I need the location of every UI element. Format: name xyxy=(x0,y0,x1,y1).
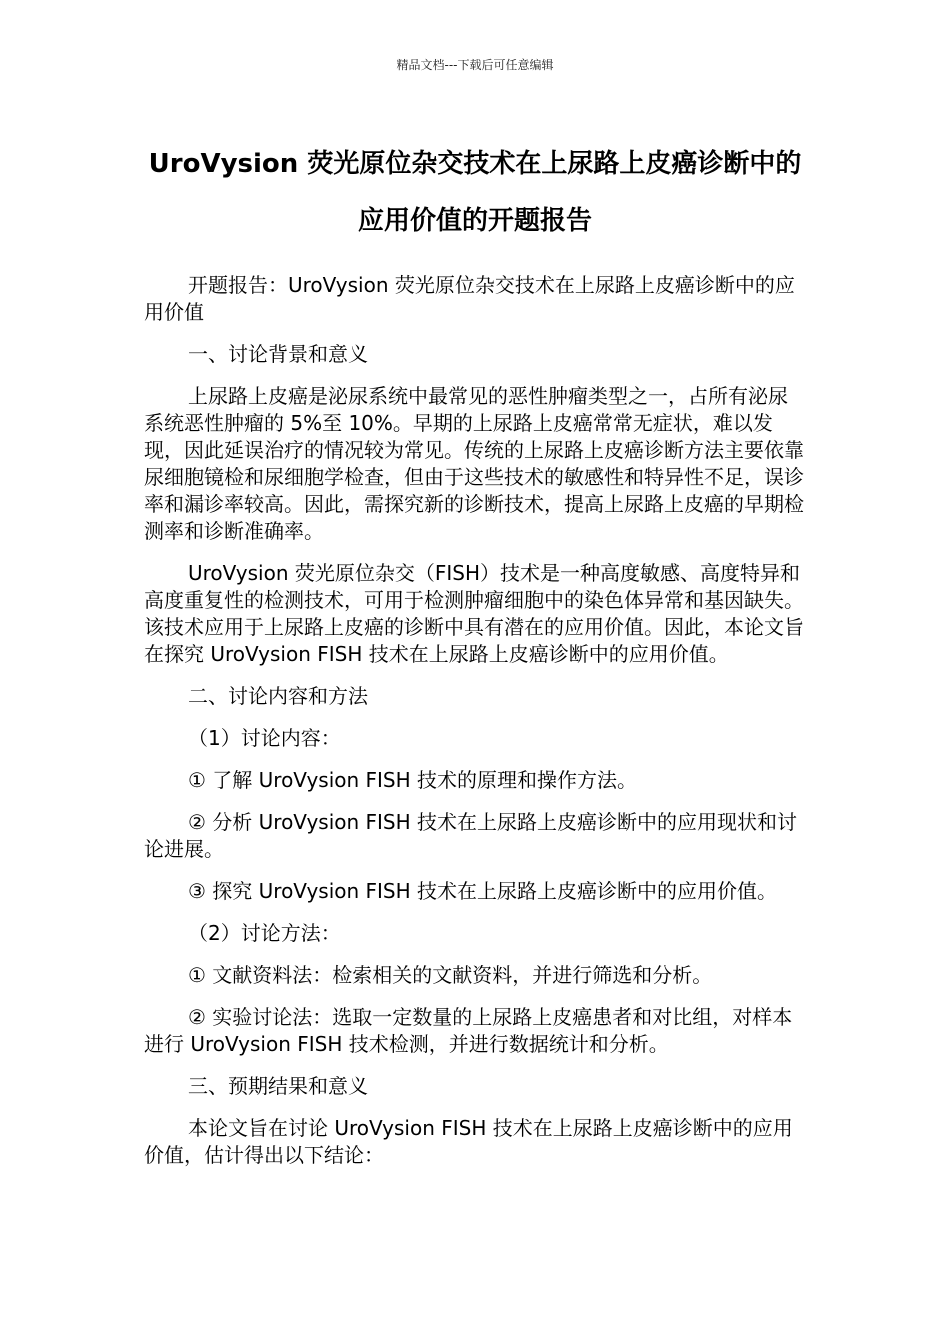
paragraph: UroVysion 荧光原位杂交（FISH）技术是一种高度敏感、高度特异和高度重复性的检测技术，可用于检测肿瘤细胞中的染色体异常和基因缺失。该技术应用于上尿路上皮癌的诊断中具有潜在的应用价值。因此，本论文旨在探究 UroVysion FISH 技术在上尿路上皮癌诊断中的应用价值。 xyxy=(144,561,804,666)
subsection-heading: （1）讨论内容： xyxy=(188,726,341,750)
list-item: ③ 探究 UroVysion FISH 技术在上尿路上皮癌诊断中的应用价值。 xyxy=(188,879,778,903)
list-item: ② 分析 UroVysion FISH 技术在上尿路上皮癌诊断中的应用现状和讨论进展。 xyxy=(144,810,798,861)
list-item: ① 文献资料法：检索相关的文献资料，并进行筛选和分析。 xyxy=(188,963,713,987)
paragraph: 上尿路上皮癌是泌尿系统中最常见的恶性肿瘤类型之一，占所有泌尿系统恶性肿瘤的 5%至 10%。早期的上尿路上皮癌常常无症状，难以发现，因此延误治疗的情况较为常见。传统的上尿路上皮癌诊断方法主要依靠尿细胞镜检和尿细胞学检查，但由于这些技术的敏感性和特异性不足，误诊率和漏诊率较高。因此，需探究新的诊断技术，提高上尿路上皮癌的早期检测率和诊断准确率。 xyxy=(144,384,804,543)
section-heading: 三、预期结果和意义 xyxy=(188,1074,368,1098)
header-note: 精品文档---下载后可任意编辑 xyxy=(396,58,554,72)
list-item: ② 实验讨论法：选取一定数量的上尿路上皮癌患者和对比组，对样本进行 UroVysion FISH 技术检测，并进行数据统计和分析。 xyxy=(144,1005,793,1056)
paragraph: 开题报告：UroVysion 荧光原位杂交技术在上尿路上皮癌诊断中的应用价值 xyxy=(144,273,795,324)
paragraph: 本论文旨在讨论 UroVysion FISH 技术在上尿路上皮癌诊断中的应用价值，估计得出以下结论： xyxy=(144,1116,793,1167)
document-title: UroVysion 荧光原位杂交技术在上尿路上皮癌诊断中的应用价值的开题报告 xyxy=(148,149,802,236)
document-body xyxy=(144,272,806,1184)
list-item: ① 了解 UroVysion FISH 技术的原理和操作方法。 xyxy=(188,768,638,792)
section-heading: 二、讨论内容和方法 xyxy=(188,684,368,708)
section-heading: 一、讨论背景和意义 xyxy=(188,342,368,366)
subsection-heading: （2）讨论方法： xyxy=(188,921,341,945)
